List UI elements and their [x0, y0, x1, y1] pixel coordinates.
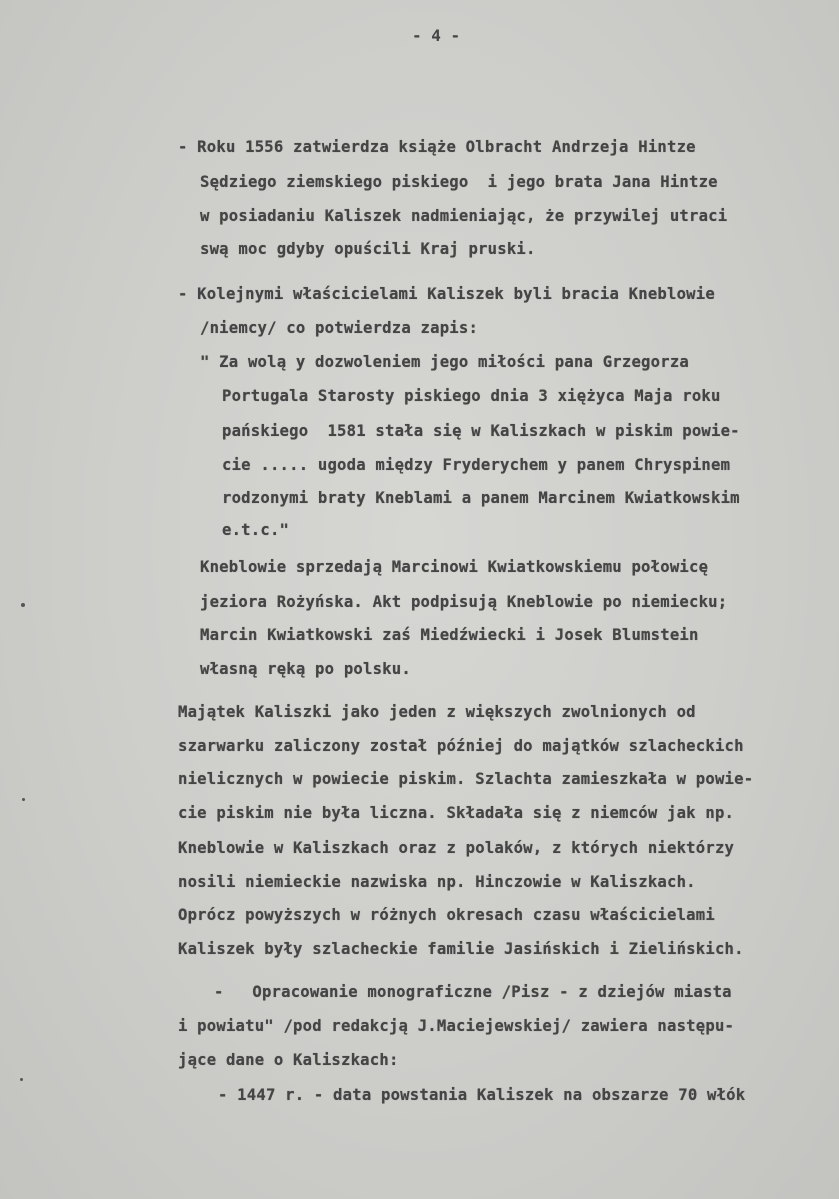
text-line: jące dane o Kaliszkach: — [178, 1051, 399, 1069]
paper-speck — [21, 603, 25, 607]
text-line: Sędziego ziemskiego piskiego i jego brata Jana Hintze — [200, 173, 718, 191]
text-line: Portugala Starosty piskiego dnia 3 xiężyca Maja roku — [222, 387, 721, 405]
text-line: jeziora Rożyńska. Akt podpisują Kneblowie po niemiecku; — [200, 593, 728, 611]
text-line: - Roku 1556 zatwierdza książe Olbracht Andrzeja Hintze — [178, 138, 696, 156]
paper-speck — [22, 798, 25, 801]
text-line: własną ręką po polsku. — [200, 660, 411, 678]
text-line: - Kolejnymi właścicielami Kaliszek byli bracia Kneblowie — [178, 285, 715, 303]
text-line: /niemcy/ co potwierdza zapis: — [200, 319, 479, 337]
text-line: nosili niemieckie nazwiska np. Hinczowie w Kaliszkach. — [178, 873, 696, 891]
text-line: Marcin Kwiatkowski zaś Miedźwiecki i Josek Blumstein — [200, 626, 699, 644]
text-line: - Opracowanie monograficzne /Pisz - z dziejów miasta — [214, 983, 732, 1001]
text-line: Kaliszek były szlacheckie familie Jasińskich i Zielińskich. — [178, 940, 744, 958]
text-line: swą moc gdyby opuścili Kraj pruski. — [200, 240, 536, 258]
text-line: Kneblowie sprzedają Marcinowi Kwiatkowskiemu połowicę — [200, 558, 709, 576]
text-line: Oprócz powyższych w różnych okresach czasu właścicielami — [178, 906, 715, 924]
text-line: Majątek Kaliszki jako jeden z większych zwolnionych od — [178, 703, 696, 721]
paper-speck — [20, 1078, 23, 1081]
text-line: szarwarku zaliczony został później do majątków szlacheckich — [178, 737, 744, 755]
text-line: cie ..... ugoda między Fryderychem y panem Chryspinem — [222, 456, 731, 474]
text-line: i powiatu" /pod redakcją J.Maciejewskiej/ zawiera następu- — [178, 1017, 735, 1035]
text-line: w posiadaniu Kaliszek nadmieniając, że przywilej utraci — [200, 207, 728, 225]
text-line: " Za wolą y dozwoleniem jego miłości pana Grzegorza — [200, 353, 689, 371]
text-line: cie piskim nie była liczna. Składała się z niemców jak np. — [178, 804, 735, 822]
text-line: - 1447 r. - data powstania Kaliszek na obszarze 70 włók — [218, 1086, 746, 1104]
page-number: - 4 - — [412, 26, 461, 45]
text-line: pańskiego 1581 stała się w Kaliszkach w piskim powie- — [222, 422, 740, 440]
text-line: nielicznych w powiecie piskim. Szlachta zamieszkała w powie- — [178, 770, 754, 788]
text-line: rodzonymi braty Kneblami a panem Marcinem Kwiatkowskim — [222, 489, 740, 507]
text-line: e.t.c." — [222, 521, 290, 539]
text-line: Kneblowie w Kaliszkach oraz z polaków, z których niektórzy — [178, 839, 735, 857]
